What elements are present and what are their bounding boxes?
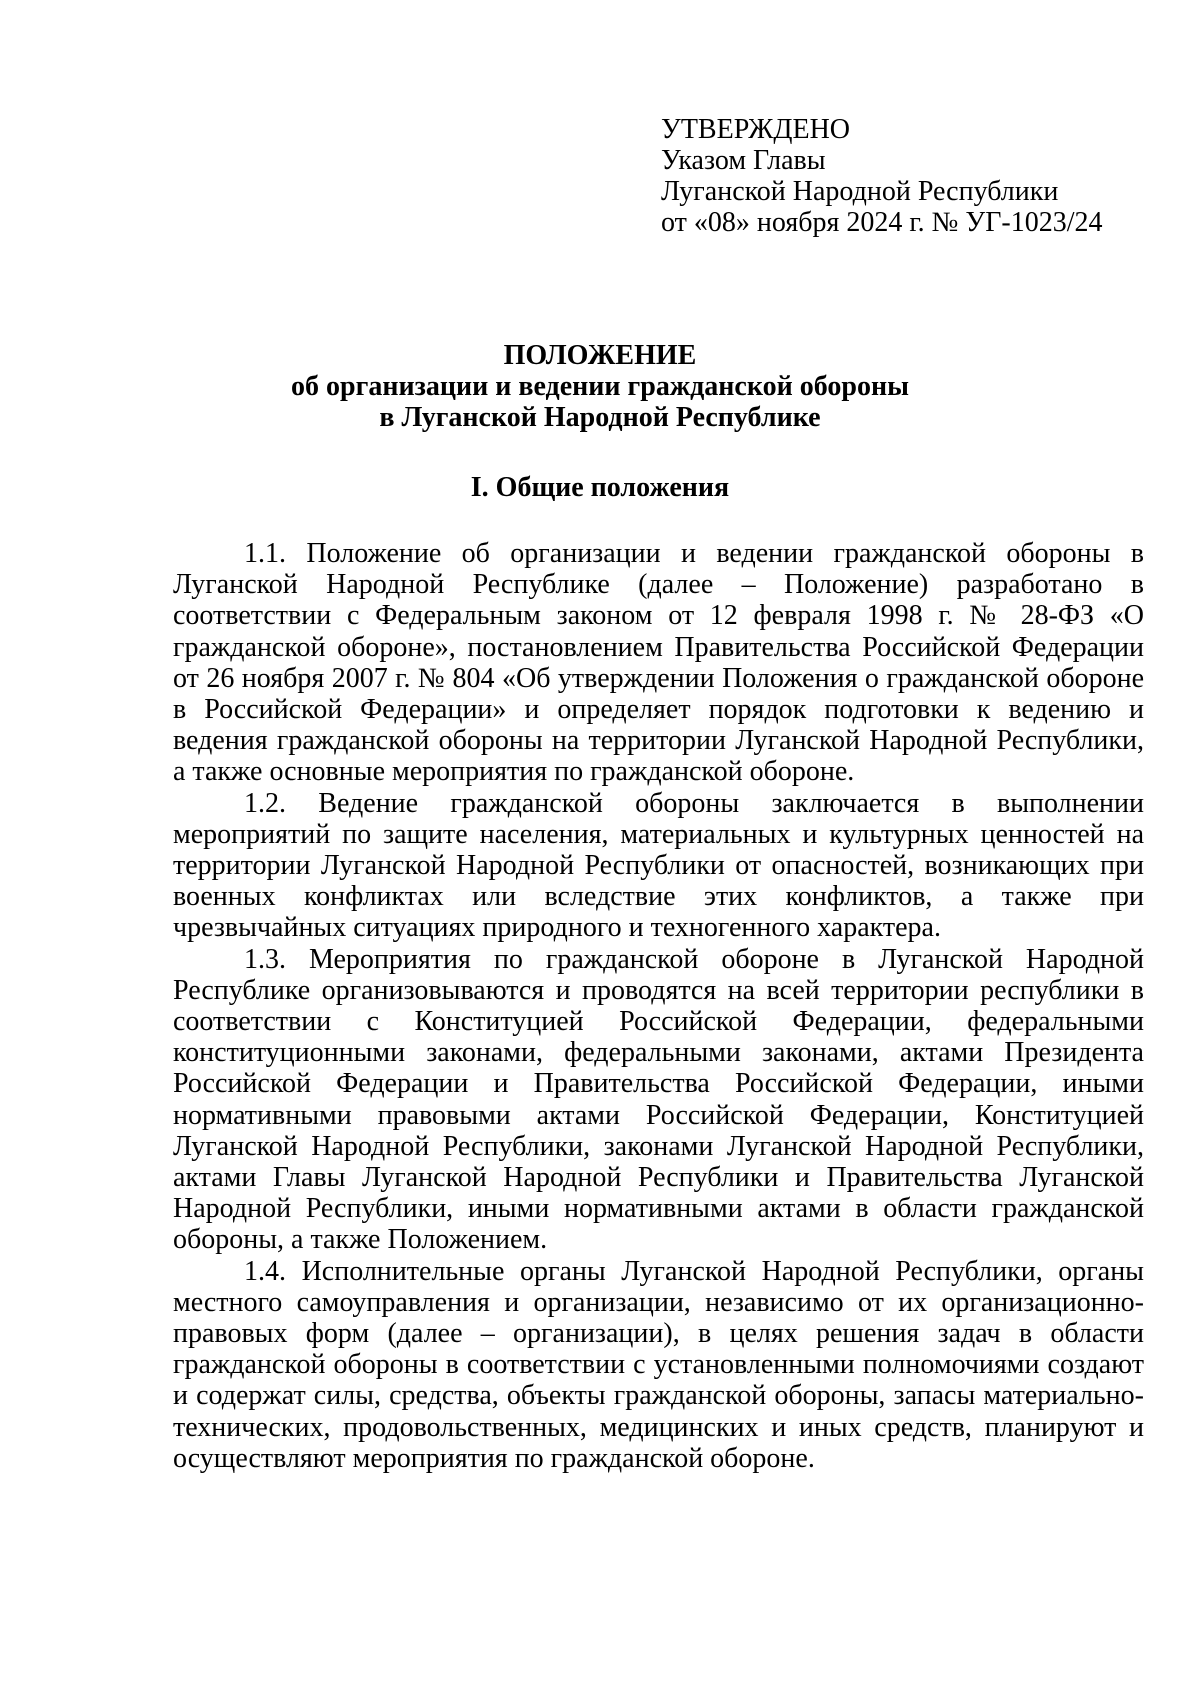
paragraph-1-1: 1.1. Положение об организации и ведении гражданской обороны в Луганской Народной Республике (далее – Положение) разработано в соответствии с Федеральным законом от 12 февраля 1998 г. № 28-ФЗ «О гражданской обороне», постановлением Правительства Российской Федерации от 26 ноября 2007 г. № 804 «Об утверждении Положения о гражданской обороне в Российской Федерации» и определяет порядок подготовки к ведению и ведения гражданской обороны на территории Луганской Народной Республики, а также основные мероприятия по гражданской обороне. <box>173 538 1144 788</box>
paragraph-1-4: 1.4. Исполнительные органы Луганской Народной Республики, органы местного самоуправления и организации, независимо от их организационно-правовых форм (далее – организации), в целях решения задач в области гражданской обороны в соответствии с установленными полномочиями создают и содержат силы, средства, объекты гражданской обороны, запасы материально-технических, продовольственных, медицинских и иных средств, планируют и осуществляют мероприятия по гражданской обороне. <box>173 1255 1144 1474</box>
document-subtitle-line: в Луганской Народной Республике <box>379 402 821 433</box>
document-title <box>0 340 1200 433</box>
document-subtitle-line: об организации и ведении гражданской обороны <box>291 371 909 402</box>
document-body <box>173 538 1144 1474</box>
approval-date-number: от «08» ноября 2024 г. № УГ-1023/24 <box>661 207 1103 238</box>
section-heading: I. Общие положения <box>470 472 730 503</box>
approval-act: Указом Главы <box>661 145 826 176</box>
document-title-line: ПОЛОЖЕНИЕ <box>503 340 697 371</box>
approval-authority: Луганской Народной Республики <box>661 176 1059 207</box>
approval-stamp <box>661 114 1102 238</box>
paragraph-1-3: 1.3. Мероприятия по гражданской обороне в Луганской Народной Республике организовываются и проводятся на всей территории республики в соответствии с Конституцией Российской Федерации, федеральными конституционными законами, федеральными законами, актами Президента Российской Федерации и Правительства Российской Федерации, иными нормативными правовыми актами Российской Федерации, Конституцией Луганской Народной Республики, законами Луганской Народной Республики, актами Главы Луганской Народной Республики и Правительства Луганской Народной Республики, иными нормативными актами в области гражданской обороны, а также Положением. <box>173 943 1144 1256</box>
paragraph-1-2: 1.2. Ведение гражданской обороны заключается в выполнении мероприятий по защите населения, материальных и культурных ценностей на территории Луганской Народной Республики от опасностей, возникающих при военных конфликтах или вследствие этих конфликтов, а также при чрезвычайных ситуациях природного и техногенного характера. <box>173 787 1144 944</box>
approval-status: УТВЕРЖДЕНО <box>661 114 851 145</box>
